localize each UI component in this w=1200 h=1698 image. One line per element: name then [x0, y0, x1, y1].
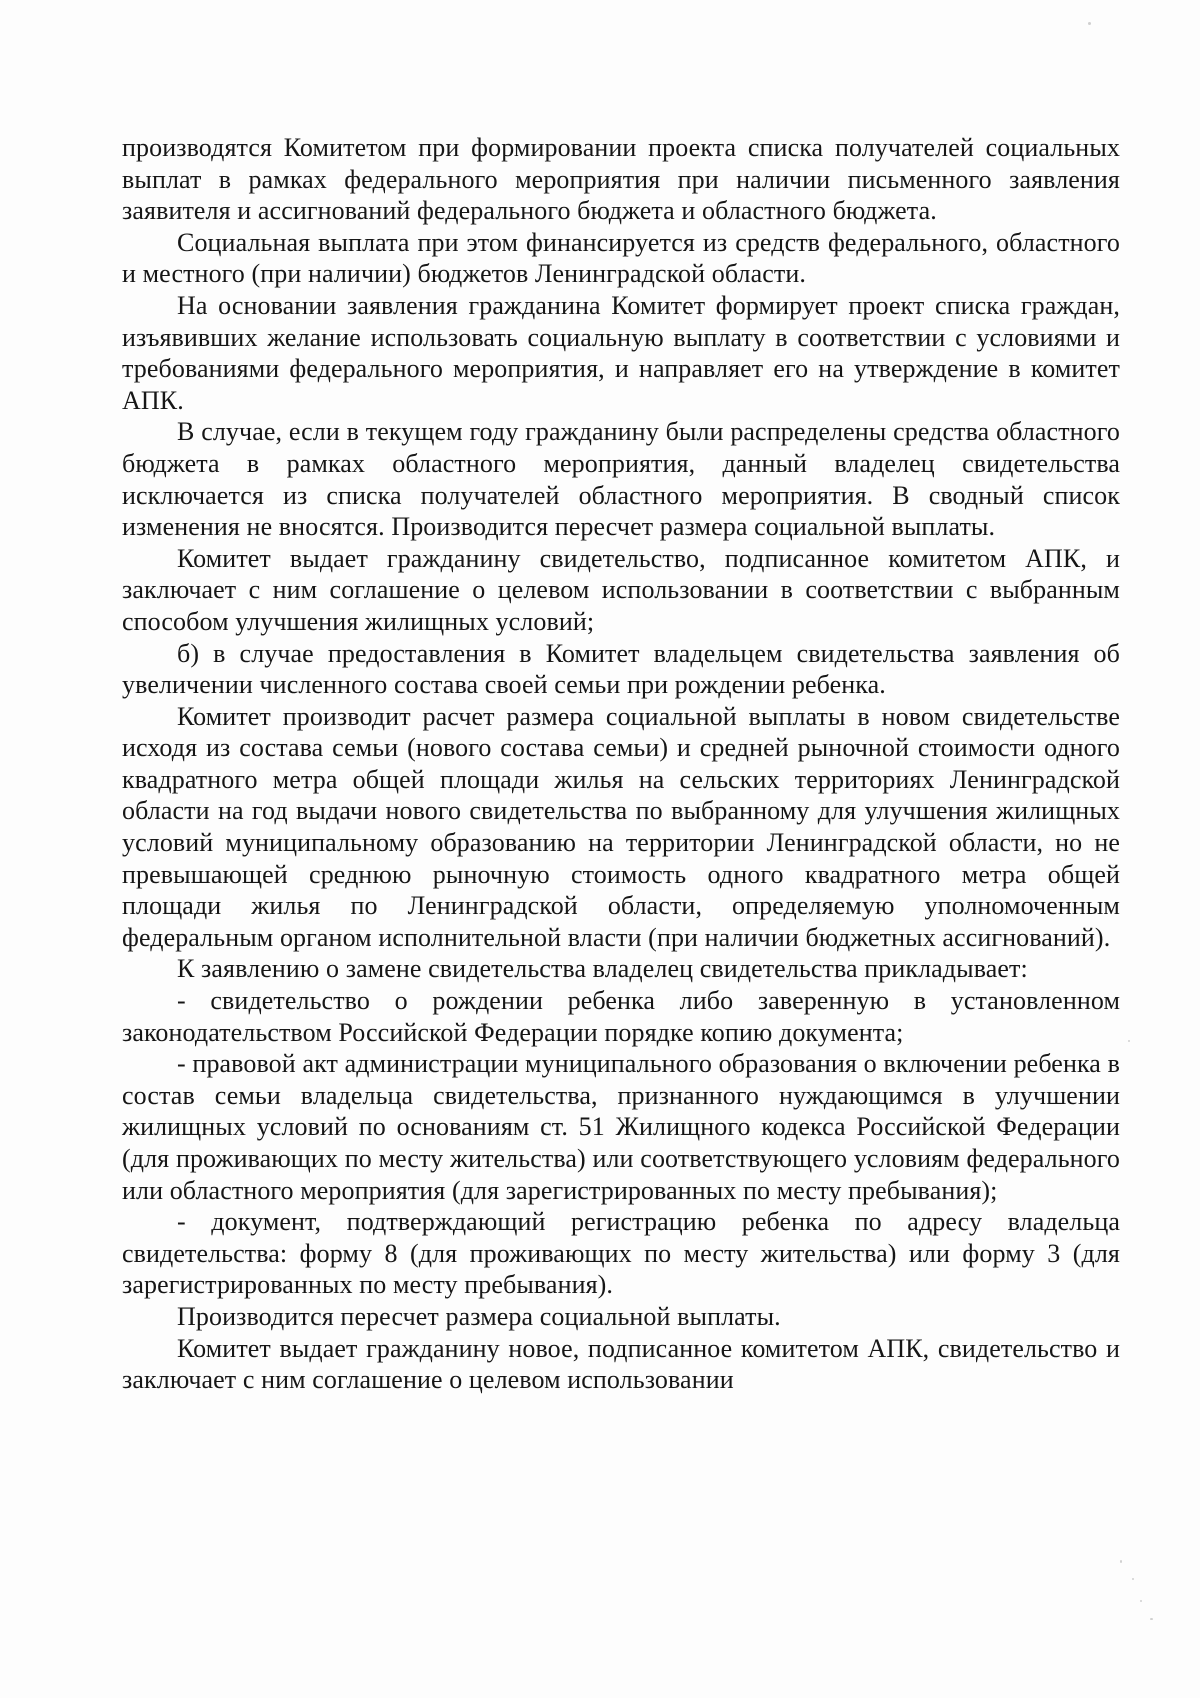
paragraph-attachments-intro: К заявлению о замене свидетельства владелец свидетельства прикладывает: — [177, 954, 1028, 984]
paragraph-regional-funds: В случае, если в текущем году гражданину были распределены средства областного бюджета в рамках областного мероприятия, данный владелец свидетельства исключается из списка получателей областного мероприятия. В сводный список изменения не вносятся. Производится пересчет размера социальной выплаты. — [122, 417, 1120, 542]
list-item-registration-document: - документ, подтверждающий регистрацию ребенка по адресу владельца свидетельства: форму 8 (для проживающих по месту жительства) или форму 3 (для зарегистрированных по месту пребывания). — [122, 1207, 1120, 1300]
scan-speck — [1150, 1618, 1153, 1620]
document-body — [122, 132, 1120, 1396]
scan-speck — [1088, 22, 1091, 25]
paragraph-recalculation: Производится пересчет размера социальной выплаты. — [177, 1301, 781, 1331]
paragraph-new-certificate: Комитет выдает гражданину новое, подписанное комитетом АПК, свидетельство и заключает с ним соглашение о целевом использовании — [122, 1333, 1120, 1395]
paragraph-certificate-issue: Комитет выдает гражданину свидетельство, подписанное комитетом АПК, и заключает с ним соглашение о целевом использовании в соответствии с выбранным способом улучшения жилищных условий; — [122, 543, 1120, 636]
list-item-birth-certificate: - свидетельство о рождении ребенка либо заверенную в установленном законодательством Российской Федерации порядке копию документа; — [122, 986, 1120, 1047]
list-item-legal-act: - правовой акт администрации муниципального образования о включении ребенка в состав семьи владельца свидетельства, признанного нуждающимся в улучшении жилищных условий по основаниям ст. 51 Жилищного кодекса Российской Федерации (для проживающих по месту жительства) или соответствующего условиям федерального или областного мероприятия (для зарегистрированных по месту пребывания); — [122, 1049, 1120, 1205]
scan-speck — [1120, 1560, 1122, 1563]
scan-speck — [1140, 1600, 1142, 1602]
paragraph-recipients-list: На основании заявления гражданина Комитет формирует проект списка граждан, изъявивших желание использовать социальную выплату в соответствии с условиями и требованиями федерального мероприятия, и направляет его на утверждение в комитет АПК. — [122, 290, 1120, 415]
paragraph-continuation: производятся Комитетом при формировании проекта списка получателей социальных выплат в рамках федерального мероприятия при наличии письменного заявления заявителя и ассигнований федерального бюджета и областного бюджета. — [122, 133, 1120, 226]
paragraph-financing: Социальная выплата при этом финансируется из средств федерального, областного и местного (при наличии) бюджетов Ленинградской области. — [122, 227, 1120, 289]
paragraph-item-b: б) в случае предоставления в Комитет владельцем свидетельства заявления об увеличении численного состава своей семьи при рождении ребенка. — [122, 638, 1120, 700]
paragraph-calculation: Комитет производит расчет размера социальной выплаты в новом свидетельстве исходя из состава семьи (нового состава семьи) и средней рыночной стоимости одного квадратного метра общей площади жилья на сельских территориях Ленинградской области на год выдачи нового свидетельства по выбранному для улучшения жилищных условий муниципальному образованию на территории Ленинградской области, но не превышающей среднюю рыночную стоимость одного квадратного метра общей площади жилья по Ленинградской области, определяемую уполномоченным федеральным органом исполнительной власти (при наличии бюджетных ассигнований). — [122, 701, 1120, 952]
scan-speck — [1132, 1578, 1134, 1580]
scan-speck — [1128, 1040, 1130, 1042]
